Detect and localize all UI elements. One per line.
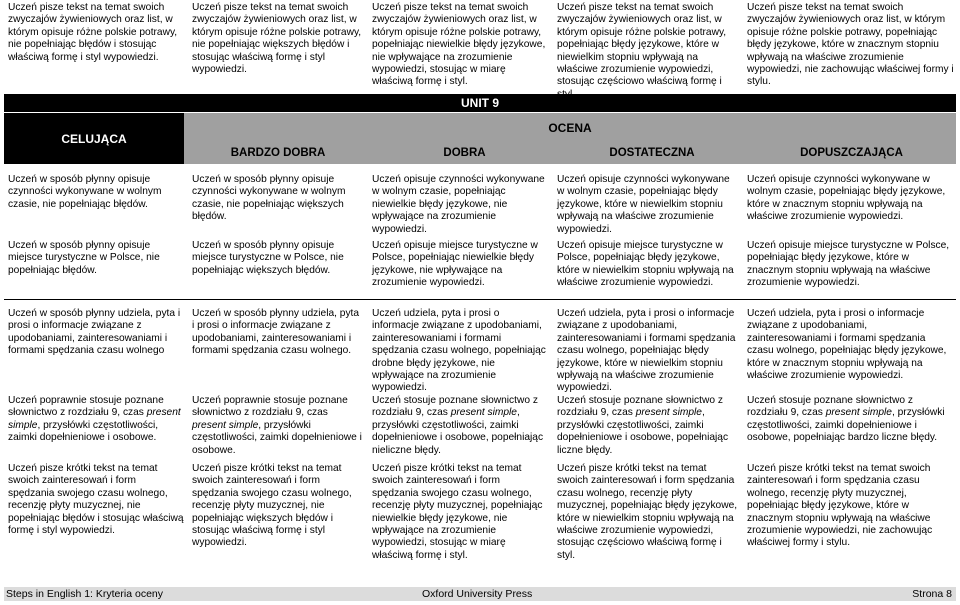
table-cell: Uczeń pisze krótki tekst na temat swoich zainteresowań i form spędzania czasu wolnego, recenzję płyty muzycznej, popełniając błędy językowe, które w niewielkim stopniu wpływają na właściwe zrozumienie wypowiedzi, stosując częściowo właściwą formę i styl. <box>557 463 738 561</box>
table-cell: Uczeń pisze krótki tekst na temat swoich zainteresowań i form spędzania czasu wolnego, recenzję płyty muzycznej, popełniając błędy językowe, które w znacznym stopniu wpływają na właściwe zrozumienie wypowiedzi, nie zachowując właściwej formy i stylu. <box>747 463 933 549</box>
cell-italic: present simple <box>450 407 517 419</box>
divider <box>4 299 956 300</box>
table-cell <box>4 395 188 445</box>
table-cell: Uczeń opisuje miejsce turystyczne w Polsce, popełniając niewielkie błędy językowe, nie wpływające na zrozumienie wypowiedzi. <box>372 240 538 289</box>
grade-dobra: DOBRA <box>443 147 486 159</box>
table-cell: Uczeń pisze krótki tekst na temat swoich zainteresowań i form spędzania swojego czasu wolnego, recenzję płyty muzycznej, popełniając niewielkie błędy językowe, nie wpływające na zrozumienie wypowiedzi, stosując w miarę właściwą formę i styl. <box>372 463 543 561</box>
ocena-header <box>184 113 956 164</box>
cell-text: Uczeń stosuje poznane słownictwo z rozdziału 9, czas <box>372 395 538 419</box>
table-cell <box>368 395 553 457</box>
cell-italic: present simple <box>192 419 259 431</box>
table-cell: Uczeń pisze krótki tekst na temat swoich zainteresowań i form spędzania swojego czasu wolnego, recenzję płyty muzycznej, nie popełniając błędów i stosując właściwą formę i styl wypowiedzi. <box>8 463 184 537</box>
top-cell: Uczeń pisze tekst na temat swoich zwyczajów żywieniowych oraz list, w którym opisuje różne polskie potrawy, popełniając błędy językowe, które w znacznym stopniu wpływają na właściwe zrozumienie wypowiedzi, nie zachowując właściwej formy i stylu. <box>747 2 954 88</box>
footer-publisher: Oxford University Press <box>422 588 533 600</box>
grade-bardzo-dobra: BARDZO DOBRA <box>230 147 326 159</box>
table-cell: Uczeń udziela, pyta i prosi o informacje związane z upodobaniami, zainteresowaniami i formami spędzania czasu wolnego, popełniając drobne błędy językowe, nie wpływające na zrozumienie wypowiedzi. <box>372 308 546 394</box>
table-cell: Uczeń opisuje miejsce turystyczne w Polsce, popełniając błędy językowe, które w znacznym stopniu wpływają na właściwe zrozumienie wypowiedzi. <box>747 240 950 289</box>
cell-text: Uczeń poprawnie stosuje poznane słownictwo z rozdziału 9, czas <box>8 395 164 419</box>
cell-text: , przysłówki częstotliwości, zaimki dopełnieniowe i osobowe. <box>8 419 159 444</box>
table-cell: Uczeń opisuje czynności wykonywane w wolnym czasie, popełniając błędy językowe, które w niewielkim stopniu wpływają na właściwe zrozumienie wypowiedzi. <box>557 174 730 235</box>
table-cell <box>743 395 958 445</box>
table-cell: Uczeń pisze krótki tekst na temat swoich zainteresowań i form spędzania swojego czasu wolnego, recenzję płyty muzycznej, nie popełniając większych błędów i stosując właściwą formę i styl wypowiedzi. <box>192 463 352 549</box>
top-cell: Uczeń pisze tekst na temat swoich zwyczajów żywieniowych oraz list, w którym opisuje różne polskie potrawy, popełniając błędy językowe, które w niewielkim stopniu wpływają na właściwe zrozumienie wypowiedzi, stosując częściowo właściwą formę i <box>557 2 727 88</box>
cell-text: , przysłówki częstotliwości, zaimki dopełnieniowe i osobowe, popełniając liczne błędy. <box>557 407 729 456</box>
top-cell: Uczeń pisze tekst na temat swoich zwyczajów żywieniowych oraz list, w którym opisuje różne polskie potrawy, nie popełniając większych błędów i stosując właściwą formę i styl wypowiedzi. <box>192 2 362 76</box>
grade-dostateczna: DOSTATECZNA <box>609 147 695 159</box>
unit-title: UNIT 9 <box>4 94 956 112</box>
table-cell: Uczeń udziela, pyta i prosi o informacje związane z upodobaniami, zainteresowaniami i formami spędzania czasu wolnego, popełniając błędy językowe, które w niewielkim stopniu wpływają na właściwe zrozumienie wypowiedzi. <box>557 308 736 394</box>
table-cell: Uczeń opisuje miejsce turystyczne w Polsce, popełniając błędy językowe, które w niewielkim stopniu wpływają na właściwe zrozumienie wypowiedzi. <box>557 240 734 289</box>
cell-text: Uczeń stosuje poznane słownictwo z rozdziału 9, czas <box>747 395 913 419</box>
cell-italic: present simple <box>635 407 702 419</box>
grade-dopuszczajaca: DOPUSZCZAJĄCA <box>800 147 903 159</box>
cell-italic: present simple <box>8 407 181 431</box>
grade-celujaca: CELUJĄCA <box>4 113 184 164</box>
cell-text: , przysłówki częstotliwości, zaimki dopełnieniowe i osobowe, popełniając nieliczne błędy. <box>372 407 544 456</box>
cell-italic: present simple <box>825 407 892 419</box>
table-cell <box>188 395 368 457</box>
table-cell: Uczeń w sposób płynny udziela, pyta i prosi o informacje związane z upodobaniami, zainteresowaniami i formami spędzania czasu wolnego. <box>192 308 360 357</box>
top-cell: Uczeń pisze tekst na temat swoich zwyczajów żywieniowych oraz list, w którym opisuje różne polskie potrawy, nie popełniając błędów i stosując właściwą formę i styl wypowiedzi. <box>8 2 178 63</box>
footer-page-number: Strona 8 <box>912 588 952 600</box>
table-cell: Uczeń w sposób płynny opisuje czynności wykonywane w wolnym czasie, nie popełniając błędów. <box>8 174 162 210</box>
top-cell: Uczeń pisze tekst na temat swoich zwyczajów żywieniowych oraz list, w którym opisuje różne polskie potrawy, popełniając niewielkie błędy językowe, nie wpływające na zrozumienie wypowiedzi, stosując w miarę właściwą formę i styl. <box>372 2 546 88</box>
table-cell: Uczeń w sposób płynny opisuje miejsce turystyczne w Polsce, nie popełniając większych błędów. <box>192 240 344 276</box>
table-cell: Uczeń w sposób płynny udziela, pyta i prosi o informacje związane z upodobaniami, zainteresowaniami i formami spędzania czasu wolnego <box>8 308 181 357</box>
grade-header <box>4 113 956 164</box>
cell-text: Uczeń stosuje poznane słownictwo z rozdziału 9, czas <box>557 395 723 419</box>
table-cell <box>553 395 743 457</box>
table-cell: Uczeń w sposób płynny opisuje miejsce turystyczne w Polsce, nie popełniając błędów. <box>8 240 160 276</box>
table-cell: Uczeń opisuje czynności wykonywane w wolnym czasie, popełniając niewielkie błędy językowe, nie wpływające na zrozumienie wypowiedzi. <box>372 174 545 235</box>
cell-text: , przysłówki częstotliwości, zaimki dopełnieniowe i osobowe, popełniając bardzo liczne błędy. <box>747 407 945 444</box>
page-footer <box>4 587 956 601</box>
table-cell: Uczeń udziela, pyta i prosi o informacje związane z upodobaniami, zainteresowaniami i formami spędzania czasu wolnego, popełniając błędy językowe, które w znacznym stopniu wpływają na właściwe zrozumienie wypowiedzi. <box>747 308 947 382</box>
cell-text: Uczeń poprawnie stosuje poznane słownictwo z rozdziału 9, czas <box>192 395 348 419</box>
ocena-title: OCENA <box>548 121 592 135</box>
cell-text: , przysłówki częstotliwości, zaimki dopełnieniowe i osobowe. <box>192 419 362 456</box>
table-cell: Uczeń opisuje czynności wykonywane w wolnym czasie, popełniając błędy językowe, które w znacznym stopniu wpływają na właściwe zrozumienie wypowiedzi. <box>747 174 946 223</box>
footer-title: Steps in English 1: Kryteria oceny <box>6 588 163 600</box>
table-cell: Uczeń w sposób płynny opisuje czynności wykonywane w wolnym czasie, nie popełniając większych błędów. <box>192 174 346 223</box>
